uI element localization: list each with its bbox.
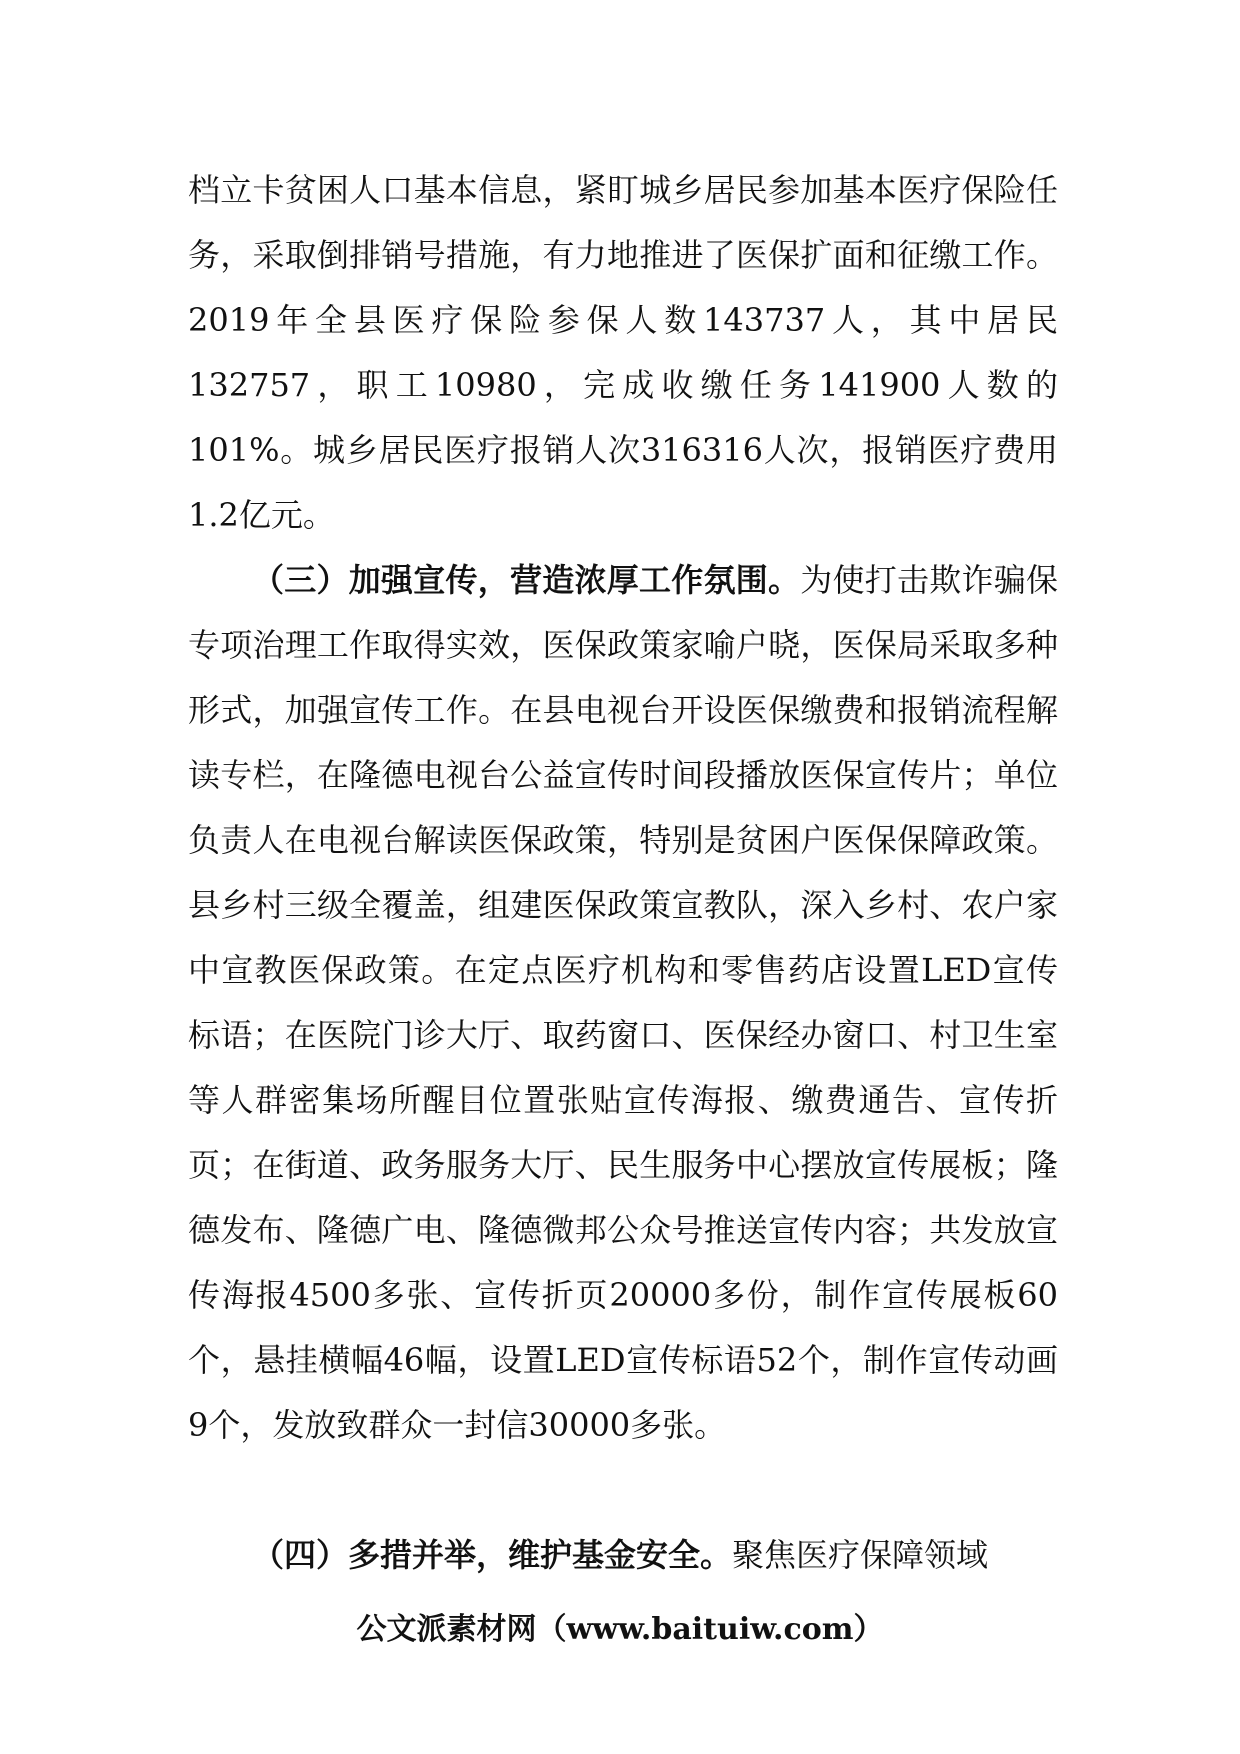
footer-watermark: 公文派素材网（www.baituiw.com） [356, 1612, 884, 1647]
section-body: 为使打击欺诈骗保专项治理工作取得实效，医保政策家喻户晓，医保局采取多种形式，加强宣传工作。在县电视台开设医保缴费和报销流程解读专栏，在隆德电视台公益宣传时间段播放医保宣传片；单位负责人在电视台解读医保政策，特别是贫困户医保保障政策。县乡村三级全覆盖，组建医保政策宣教队，深入乡村、农户家中宣教医保政策。在定点医疗机构和零售药店设置LED宣传标语；在医院门诊大厅、取药窗口、医保经办窗口、村卫生室等人群密集场所醒目位置张贴宣传海报、缴费通告、宣传折页；在街道、政务服务大厅、民生服务中心摆放宣传展板；隆德发布、隆德广电、隆德微邦公众号推送宣传内容；共发放宣传海报4500多张、宣传折页20000多份，制作宣传展板60个，悬挂横幅46幅，设置LED宣传标语52个，制作宣传动画9个，发放致群众一封信30000多张。 [188, 561, 1058, 1444]
section-fund-safety [188, 1523, 1058, 1588]
section-heading: （四）多措并举，维护基金安全。 [252, 1536, 733, 1574]
section-body: 聚焦医疗保障领域 [732, 1536, 989, 1574]
section-paragraph [188, 548, 1058, 1458]
paragraph-text: 档立卡贫困人口基本信息，紧盯城乡居民参加基本医疗保险任务，采取倒排销号措施，有力地推进了医保扩面和征缴工作。2019年全县医疗保险参保人数143737人，其中居民132757，职工10980，完成收缴任务141900人数的101%。城乡居民医疗报销人次316316人次，报销医疗费用1.2亿元。 [188, 171, 1058, 534]
section-publicity [188, 548, 1058, 1458]
paragraph-insurance-stats [188, 158, 1058, 548]
section-paragraph [188, 1523, 1058, 1588]
section-heading: （三）加强宣传，营造浓厚工作氛围。 [252, 561, 801, 599]
